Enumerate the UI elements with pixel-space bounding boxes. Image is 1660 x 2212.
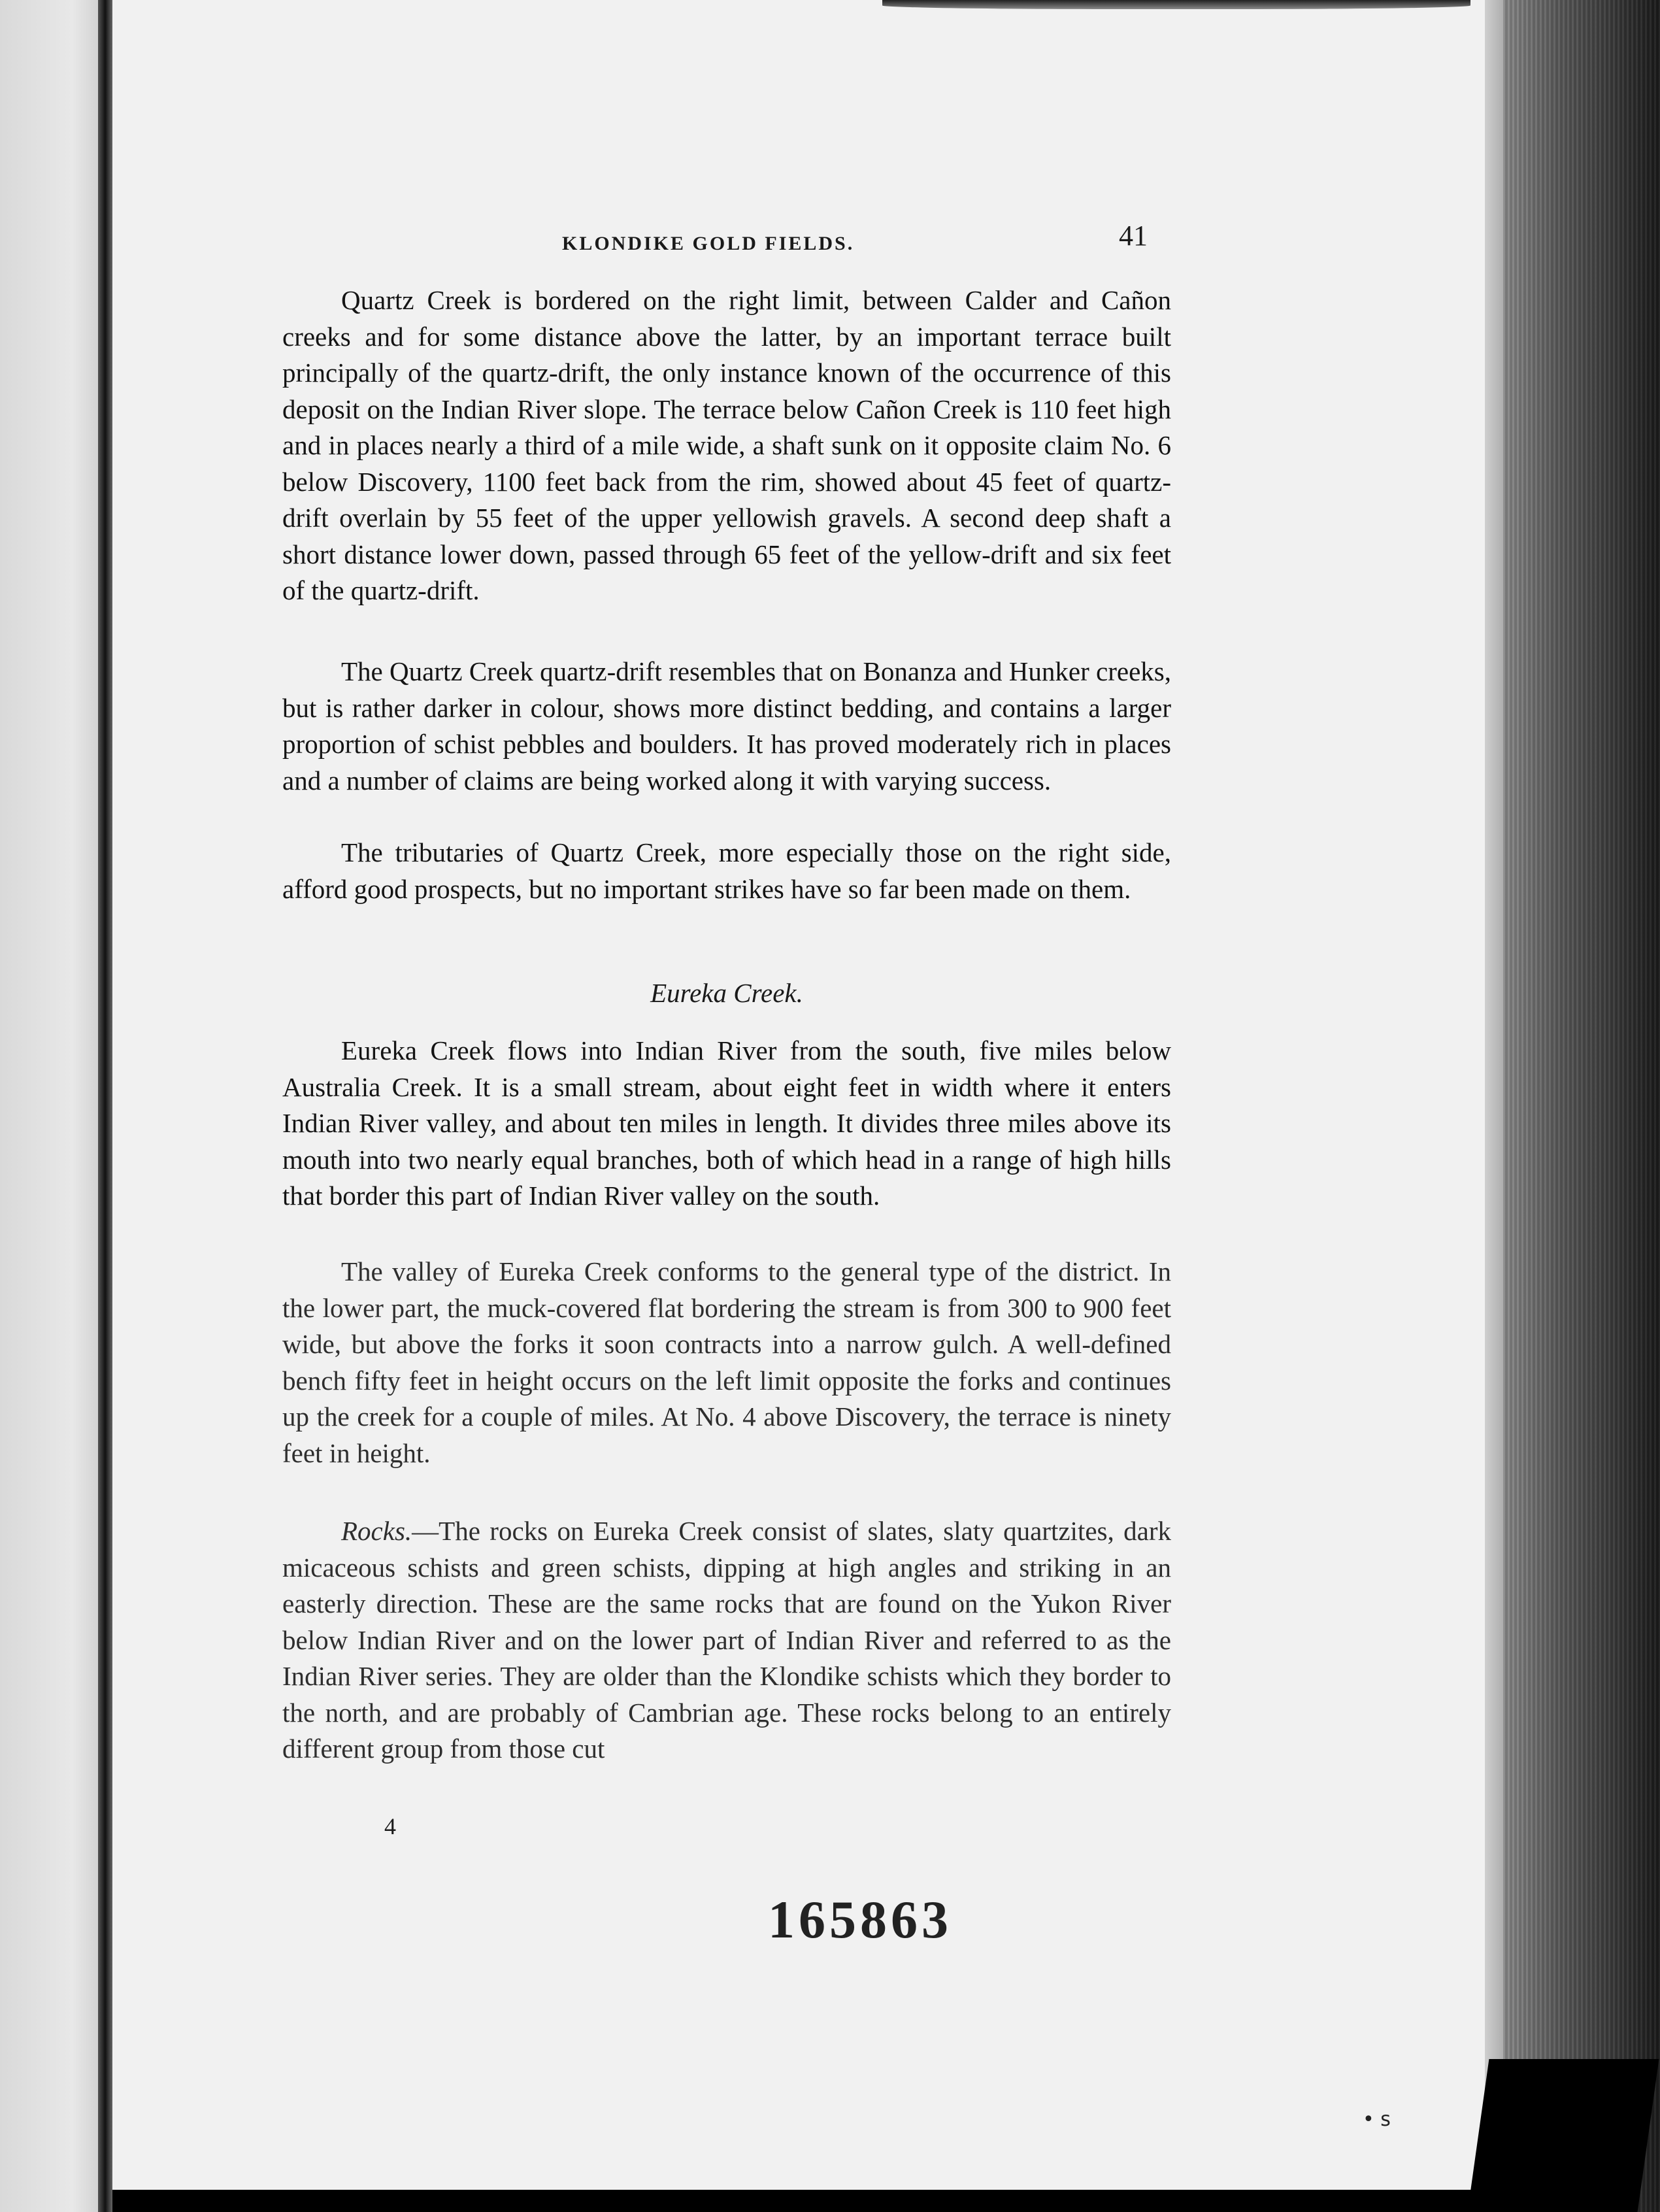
scan-corner xyxy=(1468,2059,1659,2212)
book-gutter xyxy=(98,0,112,2212)
running-head: KLONDIKE GOLD FIELDS. xyxy=(562,233,855,254)
library-stamp-number: 165863 xyxy=(768,1890,952,1949)
edge-marks: • s xyxy=(1363,2108,1391,2131)
page-number: 41 xyxy=(1119,220,1148,252)
paragraph-tributaries: The tributaries of Quartz Creek, more especially those on the right side, afford good prospects, but no important strikes have so far been made on them. xyxy=(282,837,1171,904)
paragraph-quartz-terrace: Quartz Creek is bordered on the right limit, between Calder and Cañon creeks and for some distance above the latter, by an important terrace built principally of the quartz-drift, the only instance known of the occurrence of this deposit on the Indian River slope. The terrace below Cañon Creek is 110 feet high and in places nearly a third of a mile wide, a shaft sunk on it opposite claim No. 6 below Discovery, 1100 feet back from the rim, showed about 45 feet of quartz-drift overlain by 55 feet of the upper yellowish gravels. A second deep shaft a short distance lower down, passed through 65 feet of the yellow-drift and six feet of the quartz-drift. xyxy=(282,285,1171,605)
rocks-text: —The rocks on Eureka Creek consist of slates, slaty quartzites, dark micaceous schists and green schists, dipping at high angles and striking in an easterly direction. These are the same rocks that are found on the Yukon River below Indian River and on the lower part of Indian River and referred to as the Indian River series. They are older than the Klondike schists which they border to the north, and are probably of Cambrian age. These rocks belong to an entirely different group from those cut xyxy=(282,1516,1171,1764)
facing-page-edge xyxy=(0,0,103,2212)
paragraph-eureka-creek: Eureka Creek flows into Indian River from the south, five miles below Australia Creek. It is a small stream, about eight feet in width where it enters Indian River valley, and about ten miles in length. It divides three miles above its mouth into two nearly equal branches, both of which head in a range of high hills that border this part of Indian River valley on the south. xyxy=(282,1035,1171,1211)
paragraph-eureka-valley: The valley of Eureka Creek conforms to the general type of the district. In the lower part, the muck-covered flat bordering the stream is from 300 to 900 feet wide, but above the forks it soon contracts into a narrow gulch. A well-defined bench fifty feet in height occurs on the left limit opposite the forks and continues up the creek for a couple of miles. At No. 4 above Discovery, the terrace is ninety feet in height. xyxy=(282,1256,1171,1468)
paragraph-rocks xyxy=(282,1513,1171,1768)
book-binding-edge xyxy=(1503,0,1660,2212)
section-heading: Eureka Creek. xyxy=(650,978,803,1008)
signature-mark: 4 xyxy=(384,1813,396,1839)
top-page-curl xyxy=(882,0,1470,9)
rocks-lead: Rocks. xyxy=(341,1516,412,1546)
paragraph-quartz-drift: The Quartz Creek quartz-drift resembles that on Bonanza and Hunker creeks, but is rather darker in colour, shows more distinct bedding, and contains a larger proportion of schist pebbles and boulders. It has proved moderately rich in places and a number of claims are being worked along it with varying success. xyxy=(282,656,1171,796)
